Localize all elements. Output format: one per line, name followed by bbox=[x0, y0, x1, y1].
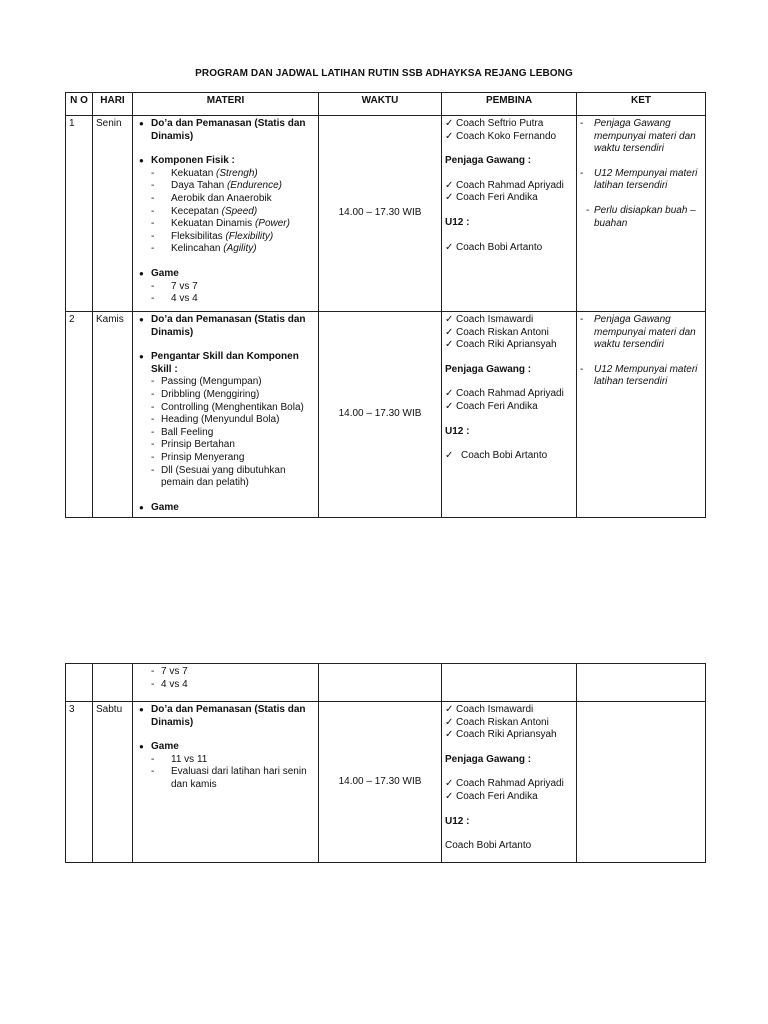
cell-hari: Sabtu bbox=[93, 702, 133, 863]
cell-ket bbox=[577, 312, 706, 518]
header-pembina: PEMBINA bbox=[442, 93, 577, 116]
list-item: - Kekuatan Dinamis (Power) bbox=[151, 218, 290, 230]
cell-pembina bbox=[442, 312, 577, 518]
cell-hari: Senin bbox=[93, 116, 133, 312]
check-icon: ✓ bbox=[445, 790, 454, 802]
list-item: ✓ Coach Bobi Artanto bbox=[445, 241, 543, 253]
list-item: ● Pengantar Skill dan Komponen Skill : bbox=[139, 351, 299, 375]
note-item: - Perlu disiapkan buah – buahan bbox=[586, 204, 696, 229]
list-item: ✓ Coach Riskan Antoni bbox=[445, 716, 549, 728]
list-item: - Daya Tahan (Endurence) bbox=[151, 180, 282, 192]
check-icon: ✓ bbox=[445, 130, 454, 142]
list-item: - Heading (Menyundul Bola) bbox=[151, 414, 280, 426]
list-item: ✓ Coach Seftrio Putra bbox=[445, 118, 544, 129]
cell-waktu: 14.00 – 17.30 WIB bbox=[319, 702, 442, 863]
list-item: ✓ Coach Rahmad Apriyadi bbox=[445, 179, 564, 191]
gk-label: Penjaga Gawang : bbox=[445, 753, 532, 765]
note-item: - Penjaga Gawang mempunyai materi dan waktu tersendiri bbox=[580, 314, 696, 351]
header-materi: MATERI bbox=[133, 93, 319, 116]
cell-no: 2 bbox=[66, 312, 93, 518]
check-icon: ✓ bbox=[445, 400, 454, 412]
list-item: ● Do’a dan Pemanasan (Statis dan Dinamis) bbox=[139, 314, 306, 338]
list-item: - Prinsip Menyerang bbox=[151, 451, 245, 463]
list-item: - 4 vs 4 bbox=[151, 293, 198, 305]
list-item: ✓ Coach Feri Andika bbox=[445, 790, 538, 802]
cell-pembina bbox=[442, 702, 577, 863]
cell-waktu: 14.00 – 17.30 WIB bbox=[319, 312, 442, 518]
list-item: ✓ Coach Bobi Artanto bbox=[445, 450, 548, 462]
check-icon: ✓ bbox=[445, 778, 454, 790]
list-item: ✓ Coach Ismawardi bbox=[445, 314, 534, 325]
list-item: - Controlling (Menghentikan Bola) bbox=[151, 401, 304, 413]
note-item: - U12 Mempunyai materi latihan tersendiri bbox=[580, 167, 698, 192]
check-icon: ✓ bbox=[445, 314, 454, 325]
u12-label: U12 : bbox=[445, 815, 470, 827]
list-item: - 11 vs 11 bbox=[151, 753, 208, 765]
cell-materi bbox=[133, 116, 319, 312]
table-row bbox=[66, 116, 706, 312]
list-item: - Aerobik dan Anaerobik bbox=[151, 192, 272, 204]
u12-label: U12 : bbox=[445, 216, 470, 228]
header-waktu: WAKTU bbox=[319, 93, 442, 116]
list-item: - Passing (Mengumpan) bbox=[151, 376, 262, 388]
check-icon: ✓ bbox=[445, 192, 454, 204]
list-item: - Evaluasi dari latihan hari senin dan kamis bbox=[151, 766, 307, 790]
list-item: - Kecepatan (Speed) bbox=[151, 205, 258, 217]
cell-materi bbox=[133, 664, 319, 702]
check-icon: ✓ bbox=[445, 704, 454, 715]
list-item: - Dll (Sesuai yang dibutuhkan pemain dan pelatih) bbox=[151, 464, 286, 489]
cell-waktu: 14.00 – 17.30 WIB bbox=[319, 116, 442, 312]
list-item: ✓ Coach Riskan Antoni bbox=[445, 326, 549, 338]
check-icon: ✓ bbox=[445, 118, 454, 129]
list-item: ✓ Coach Feri Andika bbox=[445, 400, 538, 412]
list-item: ✓ Coach Feri Andika bbox=[445, 192, 538, 204]
list-item: - Kelincahan (Agility) bbox=[151, 243, 257, 255]
gk-label: Penjaga Gawang : bbox=[445, 363, 532, 375]
list-item: ✓ Coach Rahmad Apriyadi bbox=[445, 388, 564, 400]
list-item: - Kekuatan (Strengh) bbox=[151, 167, 258, 179]
schedule-table bbox=[65, 92, 706, 518]
list-item: ● Do’a dan Pemanasan (Statis dan Dinamis) bbox=[139, 704, 306, 728]
cell-ket bbox=[577, 116, 706, 312]
list-item: ● Do’a dan Pemanasan (Statis dan Dinamis) bbox=[139, 118, 306, 142]
check-icon: ✓ bbox=[445, 339, 454, 351]
list-item: - 7 vs 7 bbox=[151, 666, 188, 677]
list-item: - 4 vs 4 bbox=[151, 678, 188, 690]
table-row bbox=[66, 312, 706, 518]
check-icon: ✓ bbox=[445, 388, 454, 400]
list-item: Coach Bobi Artanto bbox=[445, 840, 532, 852]
gk-label: Penjaga Gawang : bbox=[445, 155, 532, 167]
note-item: - Penjaga Gawang mempunyai materi dan waktu tersendiri bbox=[580, 118, 696, 155]
cell-pembina bbox=[442, 116, 577, 312]
list-item: ● Game bbox=[139, 501, 179, 513]
list-item: ✓ Coach Koko Fernando bbox=[445, 130, 557, 142]
check-icon: ✓ bbox=[445, 179, 454, 191]
cell-materi bbox=[133, 702, 319, 863]
check-icon: ✓ bbox=[445, 716, 454, 728]
list-item: - Fleksibilitas (Flexibility) bbox=[151, 230, 274, 242]
document-title: PROGRAM DAN JADWAL LATIHAN RUTIN SSB ADHAYKSA REJANG LEBONG bbox=[195, 68, 573, 79]
u12-label: U12 : bbox=[445, 425, 470, 437]
list-item: - Dribbling (Menggiring) bbox=[151, 388, 260, 400]
check-icon: ✓ bbox=[445, 450, 454, 462]
list-item: ● Komponen Fisik : bbox=[139, 155, 235, 167]
list-item: ✓ Coach Rahmad Apriyadi bbox=[445, 778, 564, 790]
cell-materi bbox=[133, 312, 319, 518]
list-item: ✓ Coach Ismawardi bbox=[445, 704, 534, 715]
header-no: N O bbox=[66, 93, 93, 116]
list-item: - Prinsip Bertahan bbox=[151, 439, 235, 451]
check-icon: ✓ bbox=[445, 729, 454, 741]
note-item: - U12 Mempunyai materi latihan tersendiri bbox=[580, 363, 698, 388]
list-item: - 7 vs 7 bbox=[151, 280, 198, 292]
list-item: - Ball Feeling bbox=[151, 426, 214, 438]
table-row bbox=[66, 702, 706, 863]
list-item: ● Game bbox=[139, 741, 179, 753]
cell-no: 3 bbox=[66, 702, 93, 863]
schedule-table-continued bbox=[65, 663, 706, 863]
cell-no: 1 bbox=[66, 116, 93, 312]
list-item: ✓ Coach Riki Apriansyah bbox=[445, 339, 557, 351]
table-header-row bbox=[66, 93, 706, 116]
check-icon: ✓ bbox=[445, 241, 454, 253]
cell-ket bbox=[577, 702, 706, 863]
header-ket: KET bbox=[577, 93, 706, 116]
header-hari: HARI bbox=[93, 93, 133, 116]
list-item: ● Game bbox=[139, 267, 179, 279]
table-row-continued bbox=[66, 664, 706, 702]
check-icon: ✓ bbox=[445, 326, 454, 338]
cell-hari: Kamis bbox=[93, 312, 133, 518]
list-item: ✓ Coach Riki Apriansyah bbox=[445, 729, 557, 741]
